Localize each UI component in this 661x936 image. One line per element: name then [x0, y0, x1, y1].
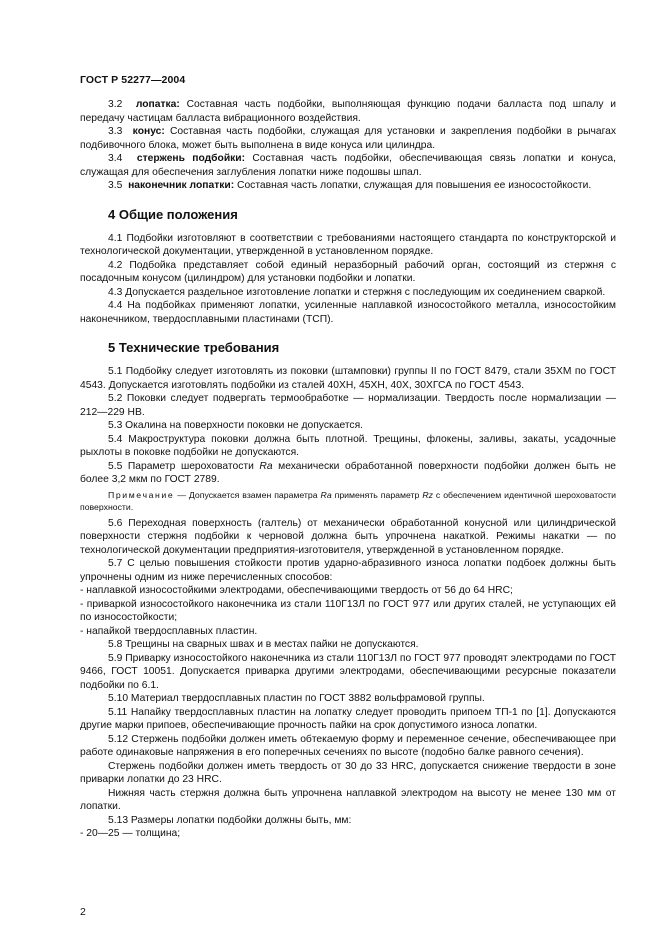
list-item: - наплавкой износостойкими электродами, обеспечивающими твердость от 56 до 64 HRC;	[80, 585, 513, 596]
note: Примечание — Допускается взамен параметра Ra применять параметр Rz с обеспечением идентичной шероховатости поверхности.	[80, 489, 617, 512]
paragraph-5-5: 5.5 Параметр шероховатости Ra механически обработанной поверхности подбойки должен быть не более 3,2 мкм по ГОСТ 2789.	[80, 460, 616, 485]
note-label: Примечание	[108, 489, 175, 500]
section-4-title: 4 Общие положения	[108, 206, 238, 222]
paragraph-5-11: 5.11 Напайку твердосплавных пластин на лопатку следует проводить припоем ТП-1 по [1]. Допускаются другие марки припоев, обеспечивающие прочность пайки на срок допустимого износа лопатки.	[80, 706, 616, 731]
paragraph-5-13: 5.13 Размеры лопатки подбойки должны быть, мм:	[108, 814, 352, 826]
page-content	[80, 98, 616, 841]
term: лопатка:	[135, 99, 180, 110]
list-item: - напайкой твердосплавных пластин.	[80, 625, 258, 637]
list-item: - приваркой износостойкого наконечника из стали 110Г13Л по ГОСТ 977 или других сталей, не уступающих ей по износостойкости;	[80, 598, 616, 623]
paragraph-5-9: 5.9 Приварку износостойкого наконечника из стали 110Г13Л по ГОСТ 977 проводят электродами по ГОСТ 9466, ГОСТ 10051. Допускается приварка другими электродами, обеспечивающими ресурсные показатели подбойки по 6.1.	[80, 652, 616, 691]
paragraph-5-7: 5.7 С целью повышения стойкости против ударно-абразивного износа лопатки подбоек должны быть упрочнены одним из ниже перечисленных способов:	[80, 558, 616, 583]
definition-3-5: 3.5 наконечник лопатки: Составная часть лопатки, служащая для повышения ее износостойкости.	[108, 180, 592, 191]
paragraph-4-4: 4.4 На подбойках применяют лопатки, усиленные наплавкой износостойкого металла, износостойким наконечником, твердосплавными пластинами (ТСП).	[80, 300, 616, 325]
definition-3-3: 3.3 конус: Составная часть подбойки, служащая для установки и закрепления подбойки в рычагах подбивочного блока, может быть выполнена в виде конуса или цилиндра.	[80, 126, 616, 151]
page-number: 2	[80, 906, 86, 918]
term: конус:	[132, 126, 165, 137]
paragraph-5-12-lower-part: Нижняя часть стержня должна быть упрочнена наплавкой электродом на высоту не менее 130 мм от лопатки.	[80, 787, 616, 812]
document-header: ГОСТ Р 52277—2004	[80, 74, 186, 86]
definition-3-2: 3.2 лопатка: Составная часть подбойки, выполняющая функцию подачи балласта под шпалу и передачу частицам балласта вибрационного воздействия.	[80, 99, 616, 124]
paragraph-5-10: 5.10 Материал твердосплавных пластин по ГОСТ 3882 вольфрамовой группы.	[108, 693, 485, 704]
paragraph-5-12: 5.12 Стержень подбойки должен иметь обтекаемую форму и переменное сечение, обеспечивающее при работе одинаковые напряжения в его поперечных сечениях по высоте (подобно балке равного сечения).	[80, 733, 616, 758]
paragraph-5-3: 5.3 Окалина на поверхности поковки не допускается.	[108, 420, 364, 431]
paragraph-4-3: 4.3 Допускается раздельное изготовление лопатки и стержня с последующим их соединением сваркой.	[108, 286, 606, 298]
term: наконечник лопатки:	[128, 180, 235, 191]
paragraph-5-8: 5.8 Трещины на сварных швах и в местах пайки не допускаются.	[108, 639, 419, 650]
paragraph-5-6: 5.6 Переходная поверхность (галтель) от механически обработанной конусной или цилиндрической поверхности стержня подбойки к черновой должна быть упрочнена накаткой. Режимы накатки — по технологической документации предприятия-изготовителя, утвержденной в установленном порядке.	[80, 517, 616, 556]
list-item: - 20—25 — толщина;	[80, 828, 181, 839]
paragraph-4-2: 4.2 Подбойка представляет собой единый неразборный рабочий орган, состоящий из стержня с посадочным конусом (цилиндром) для установки подбойки и лопатки.	[80, 259, 616, 284]
paragraph-5-1: 5.1 Подбойку следует изготовлять из поковки (штамповки) группы II по ГОСТ 8479, стали 35ХМ по ГОСТ 4543. Допускается изготовлять подбойки из сталей 40ХН, 45ХН, 40Х, 30ХГСА по ГОСТ 4543.	[80, 366, 616, 391]
paragraph-5-12-hardness: Стержень подбойки должен иметь твердость от 30 до 33 HRC, допускается снижение твердости в зоне приварки лопатки до 23 HRC.	[80, 760, 616, 785]
definition-3-4: 3.4 стержень подбойки: Составная часть подбойки, обеспечивающая связь лопатки и конуса, служащая для обеспечения заглубления лопатки ниже подошвы шпал.	[80, 153, 616, 178]
paragraph-5-2: 5.2 Поковки следует подвергать термообработке — нормализации. Твердость после нормализации — 212—229 НВ.	[80, 393, 616, 418]
term: стержень подбойки:	[136, 153, 246, 164]
paragraph-5-4: 5.4 Макроструктура поковки должна быть плотной. Трещины, флокены, заливы, закаты, усадочные рыхлоты в поковке подбойки не допускаются.	[80, 433, 616, 458]
paragraph-4-1: 4.1 Подбойки изготовляют в соответствии с требованиями настоящего стандарта по конструкторской и технологической документации, утвержденной в установленном порядке.	[80, 232, 616, 257]
section-5-title: 5 Технические требования	[108, 340, 280, 355]
